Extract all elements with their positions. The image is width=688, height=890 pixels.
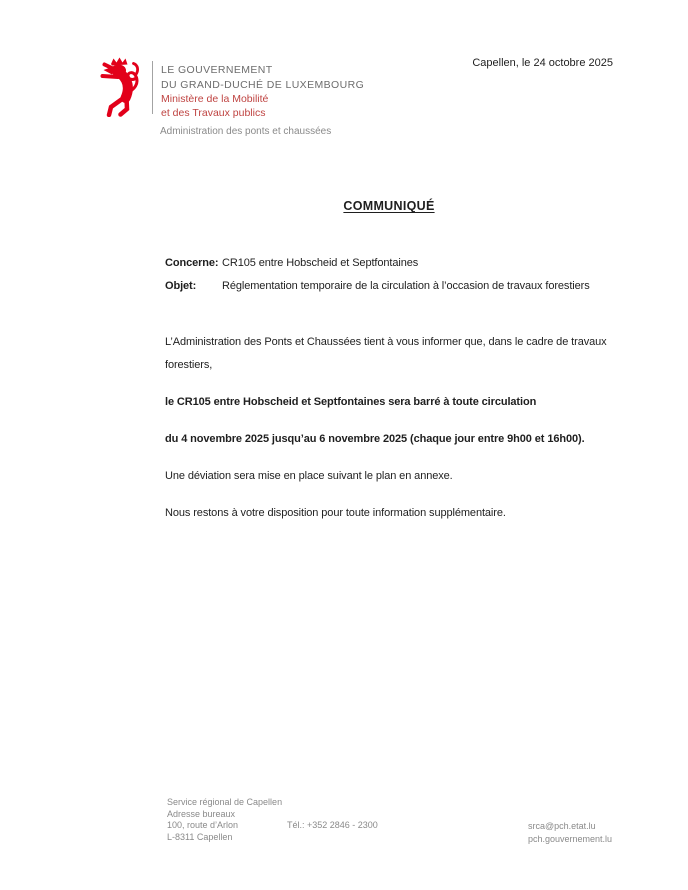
government-identity [161, 63, 364, 120]
meta-value-objet: Réglementation temporaire de la circulation à l’occasion de travaux forestiers [222, 280, 590, 292]
footer-address-city: L-8311 Capellen [167, 831, 233, 842]
meta-row-concerne [165, 252, 627, 275]
meta-row-objet [165, 275, 627, 298]
body-text [165, 331, 627, 539]
date-line: Capellen, le 24 octobre 2025 [472, 57, 613, 69]
paragraph: Une déviation sera mise en place suivant le plan en annexe. [165, 470, 453, 482]
header-divider [152, 61, 153, 114]
footer-address-street: 100, route d’Arlon [167, 820, 239, 830]
footer-contact-block [528, 820, 612, 845]
document-title: COMMUNIQUÉ [343, 199, 435, 213]
footer-service-name: Service régional de Capellen [167, 797, 283, 807]
ministry-name-line1: Ministère de la Mobilité [161, 93, 269, 105]
paragraph: Nous restons à votre disposition pour toute information supplémentaire. [165, 507, 506, 519]
meta-block [165, 252, 627, 298]
government-name-line1: LE GOUVERNEMENT [161, 64, 273, 76]
administration-name: Administration des ponts et chaussées [160, 126, 332, 137]
footer-address-block [167, 797, 282, 843]
luxembourg-lion-icon [99, 57, 141, 117]
footer-email: srca@pch.etat.lu [528, 821, 596, 831]
meta-label-concerne: Concerne: [165, 257, 219, 269]
paragraph: le CR105 entre Hobscheid et Septfontaines sera barré à toute circulation [165, 396, 537, 408]
paragraph: L’Administration des Ponts et Chaussées tient à vous informer que, dans le cadre de travaux forestiers, [165, 336, 607, 371]
government-name-line2: DU GRAND-DUCHÉ DE LUXEMBOURG [161, 78, 365, 91]
footer-website: pch.gouvernement.lu [528, 833, 613, 844]
footer-address-label: Adresse bureaux [167, 808, 236, 819]
ministry-name-line2: et des Travaux publics [161, 107, 266, 119]
paragraph: du 4 novembre 2025 jusqu’au 6 novembre 2025 (chaque jour entre 9h00 et 16h00). [165, 433, 585, 445]
meta-label-objet: Objet: [165, 280, 197, 292]
footer-phone: Tél.: +352 2846 - 2300 [287, 820, 378, 830]
meta-value-concerne: CR105 entre Hobscheid et Septfontaines [222, 257, 419, 269]
